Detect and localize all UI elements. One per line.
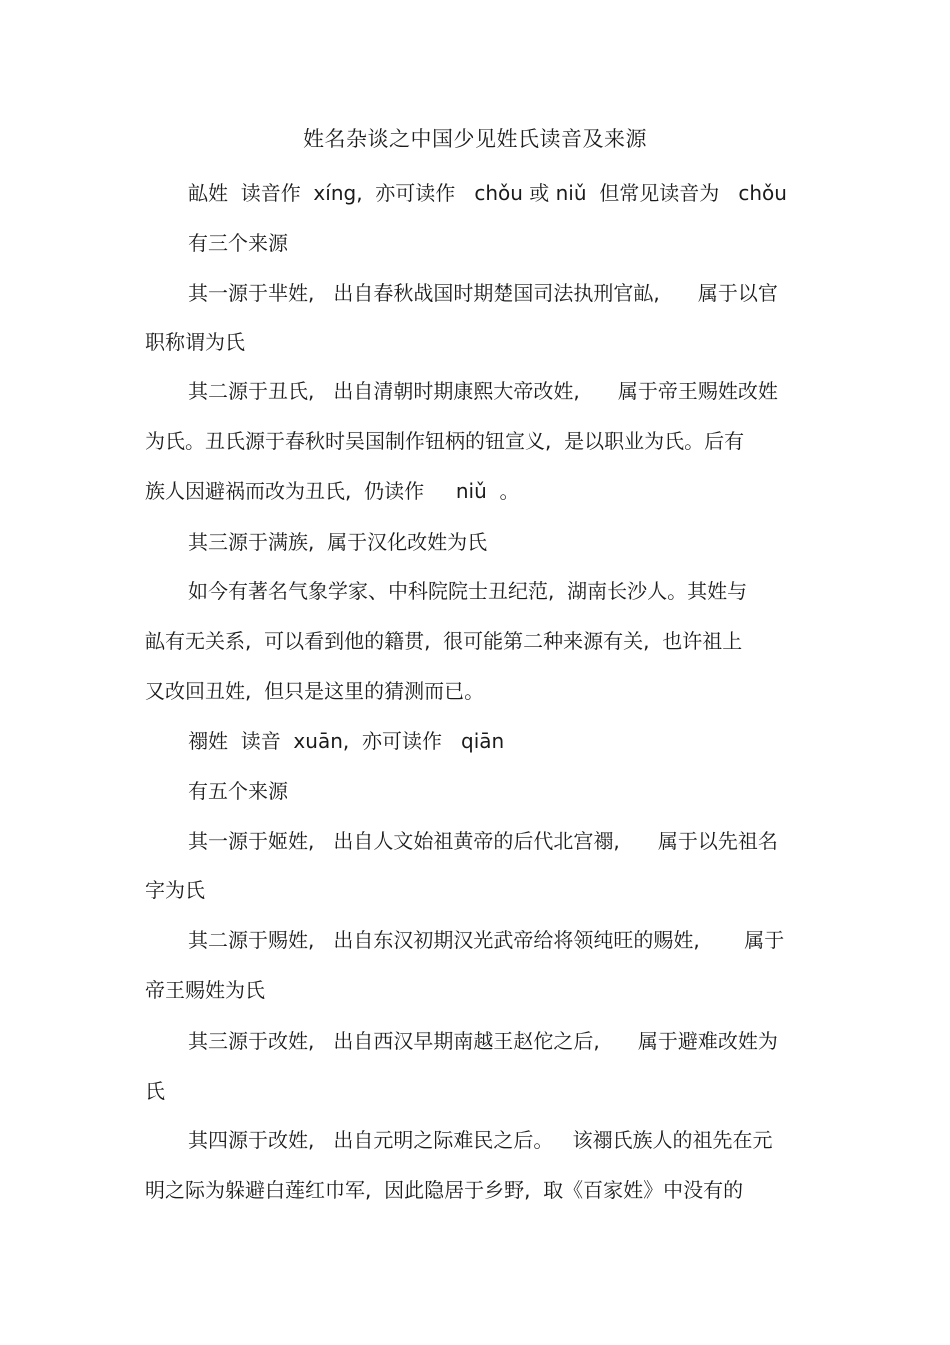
text-line: 有五个来源 — [188, 779, 288, 803]
text-line: 其三源于满族, 属于汉化改姓为氏 — [188, 530, 488, 554]
text-line: 又改回丑姓, 但只是这里的猜测而已。 — [145, 679, 485, 703]
text-line: 禤姓 读音 xuān, 亦可读作 qiān — [188, 729, 505, 753]
text-line: 其二源于丑氏, 出自清朝时期康熙大帝改姓, 属于帝王赐姓改姓 — [188, 379, 778, 403]
text-line: 畆姓 读音作 xíng, 亦可读作 chǒu 或 niǔ 但常见读音为 chǒu — [188, 181, 787, 205]
text-line: 其四源于改姓, 出自元明之际难民之后。 该禤氏族人的祖先在元 — [188, 1128, 773, 1152]
text-line: 明之际为躲避白莲红巾军, 因此隐居于乡野, 取《百家姓》中没有的 — [145, 1178, 744, 1202]
page-title: 姓名杂谈之中国少见姓氏读音及来源 — [303, 127, 647, 151]
text-line: 畆有无关系, 可以看到他的籍贯, 很可能第二种来源有关, 也许祖上 — [145, 629, 743, 653]
text-line: 有三个来源 — [188, 231, 288, 255]
text-line: 氏 — [145, 1079, 165, 1103]
text-line: 其一源于姬姓, 出自人文始祖黄帝的后代北宫禤, 属于以先祖名 — [188, 829, 778, 853]
text-line: 其一源于芈姓, 出自春秋战国时期楚国司法执刑官畆, 属于以官 — [188, 281, 778, 305]
text-line: 族人因避祸而改为丑氏, 仍读作 niǔ 。 — [145, 479, 520, 503]
text-line: 字为氏 — [145, 878, 205, 902]
text-line: 为氏。丑氏源于春秋时吴国制作钮柄的钮宣义, 是以职业为氏。后有 — [145, 429, 745, 453]
text-line: 帝王赐姓为氏 — [145, 978, 265, 1002]
text-line: 其二源于赐姓, 出自东汉初期汉光武帝给将领纯旺的赐姓, 属于 — [188, 928, 785, 952]
text-line: 其三源于改姓, 出自西汉早期南越王赵佗之后, 属于避难改姓为 — [188, 1029, 778, 1053]
text-line: 如今有著名气象学家、中科院院士丑纪范, 湖南长沙人。其姓与 — [188, 579, 748, 603]
text-line: 职称谓为氏 — [145, 330, 245, 354]
